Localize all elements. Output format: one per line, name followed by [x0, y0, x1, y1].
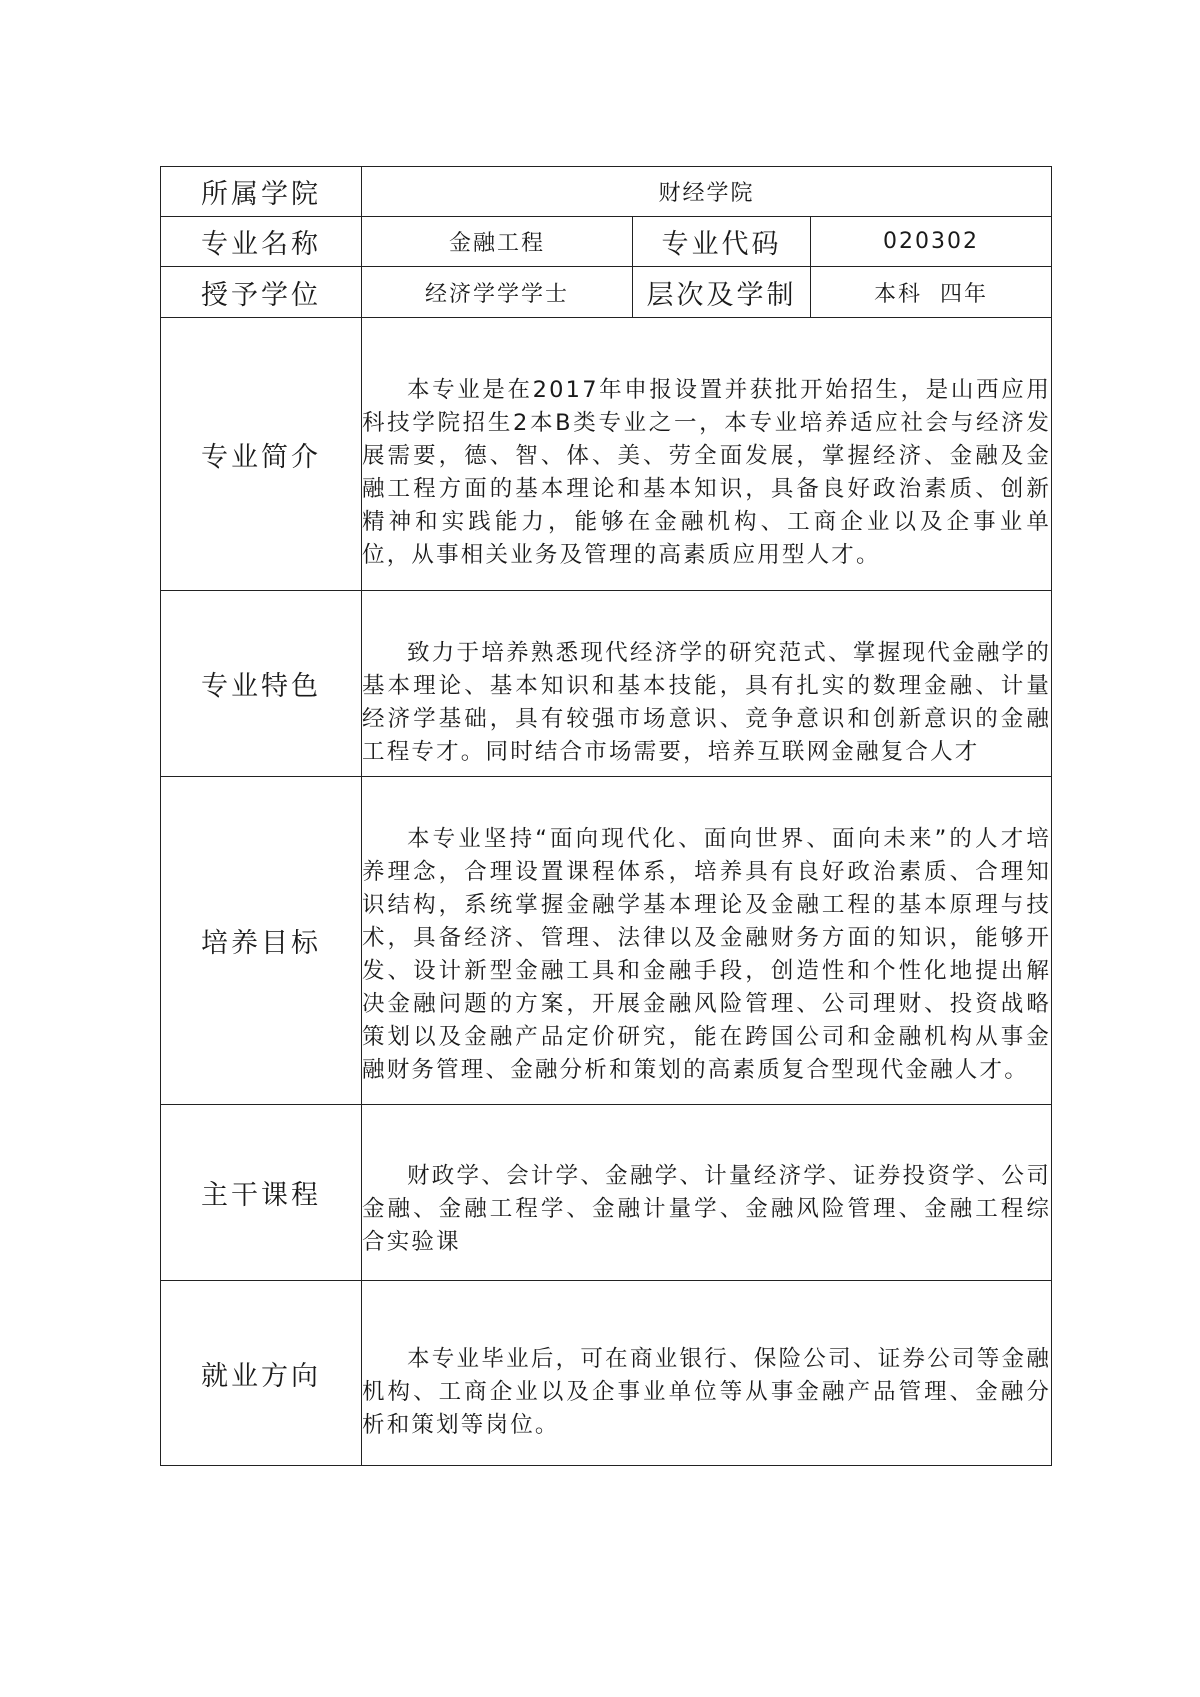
objectives-label: 培养目标 [161, 777, 362, 1105]
row-college [161, 167, 1052, 217]
row-courses [161, 1105, 1052, 1281]
degree-value: 经济学学学士 [362, 267, 633, 318]
row-careers [161, 1281, 1052, 1466]
degree-label: 授予学位 [161, 267, 362, 318]
features-cell [362, 591, 1052, 777]
level-value: 本科 四年 [811, 267, 1052, 318]
row-intro [161, 318, 1052, 591]
major-info-table [160, 166, 1052, 1466]
major-code-label: 专业代码 [633, 217, 811, 267]
features-text: 致力于培养熟悉现代经济学的研究范式、掌握现代金融学的基本理论、基本知识和基本技能，具有扎实的数理金融、计量经济学基础，具有较强市场意识、竞争意识和创新意识的金融工程专才。同时结合市场需要，培养互联网金融复合人才 [362, 639, 1052, 765]
courses-text: 财政学、会计学、金融学、计量经济学、证券投资学、公司金融、金融工程学、金融计量学、金融风险管理、金融工程综合实验课 [362, 1163, 1052, 1255]
intro-text: 本专业是在2017年申报设置并获批开始招生，是山西应用科技学院招生2本B类专业之一，本专业培养适应社会与经济发展需要，德、智、体、美、劳全面发展，掌握经济、金融及金融工程方面的基本理论和基本知识，具备良好政治素质、创新精神和实践能力，能够在金融机构、工商企业以及企事业单位，从事相关业务及管理的高素质应用型人才。 [362, 377, 1052, 568]
major-name-value: 金融工程 [362, 217, 633, 267]
row-major [161, 217, 1052, 267]
row-objectives [161, 777, 1052, 1105]
row-degree [161, 267, 1052, 318]
courses-label: 主干课程 [161, 1105, 362, 1281]
level-label: 层次及学制 [633, 267, 811, 318]
major-code-value: 020302 [811, 217, 1052, 267]
features-label: 专业特色 [161, 591, 362, 777]
row-features [161, 591, 1052, 777]
objectives-cell [362, 777, 1052, 1105]
careers-cell [362, 1281, 1052, 1466]
college-label: 所属学院 [161, 167, 362, 217]
college-value: 财经学院 [362, 167, 1052, 217]
careers-label: 就业方向 [161, 1281, 362, 1466]
intro-cell [362, 318, 1052, 591]
careers-text: 本专业毕业后，可在商业银行、保险公司、证券公司等金融机构、工商企业以及企事业单位等从事金融产品管理、金融分析和策划等岗位。 [362, 1345, 1052, 1438]
objectives-text: 本专业坚持“面向现代化、面向世界、面向未来”的人才培养理念，合理设置课程体系，培养具有良好政治素质、合理知识结构，系统掌握金融学基本理论及金融工程的基本原理与技术，具备经济、管理、法律以及金融财务方面的知识，能够开发、设计新型金融工具和金融手段，创造性和个性化地提出解决金融问题的方案，开展金融风险管理、公司理财、投资战略策划以及金融产品定价研究，能在跨国公司和金融机构从事金融财务管理、金融分析和策划的高素质复合型现代金融人才。 [362, 826, 1052, 1083]
intro-label: 专业简介 [161, 318, 362, 591]
major-name-label: 专业名称 [161, 217, 362, 267]
courses-cell [362, 1105, 1052, 1281]
